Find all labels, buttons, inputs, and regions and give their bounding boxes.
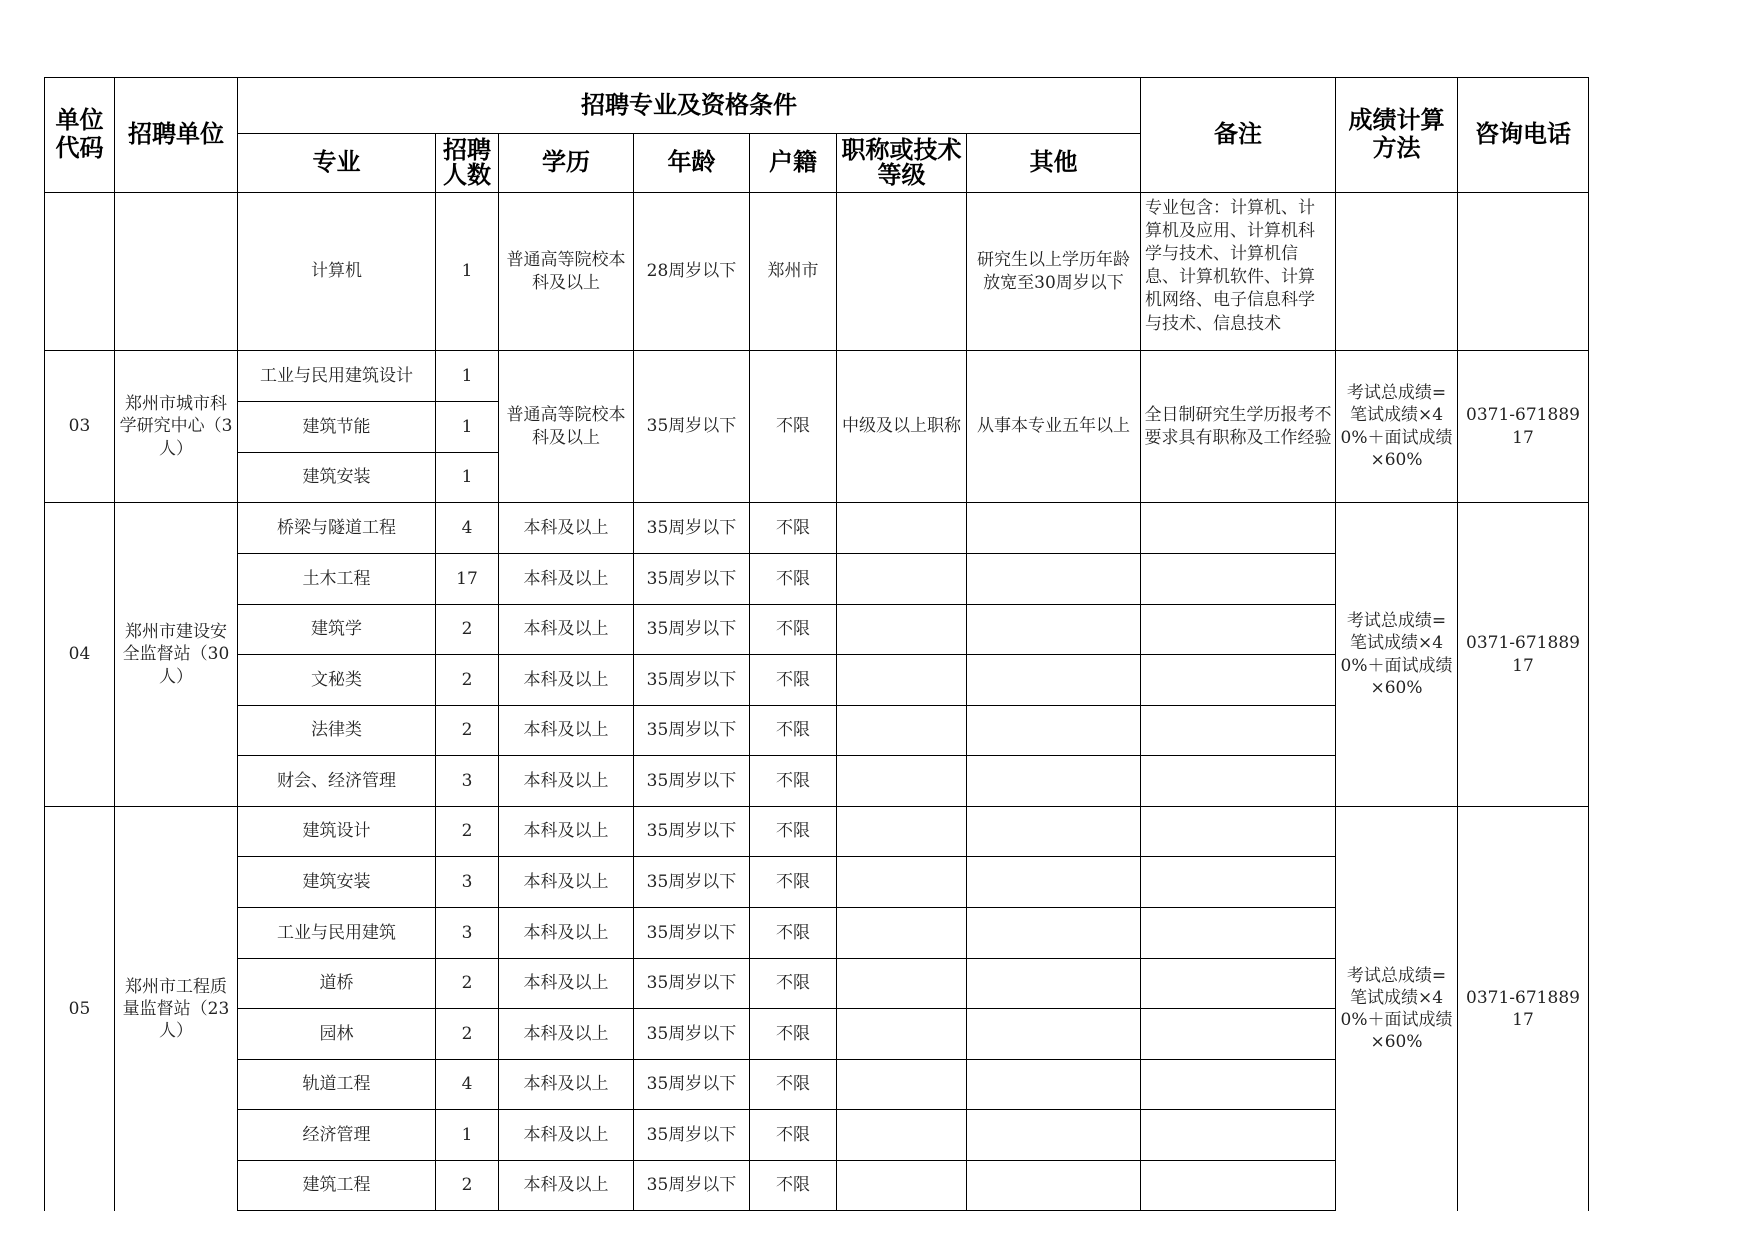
count-cell: 2: [436, 959, 499, 1009]
major-cell: 工业与民用建筑设计: [238, 351, 436, 402]
other-cell: [967, 655, 1141, 706]
header-remarks: 备注: [1141, 78, 1336, 193]
remarks-cell: [1141, 1110, 1336, 1161]
hukou-cell: 不限: [750, 1161, 837, 1211]
header-hukou: 户籍: [750, 134, 837, 193]
remarks-cell: [1141, 193, 1336, 351]
title-cell: [837, 193, 967, 351]
header-education: 学历: [499, 134, 634, 193]
unit-code-cell: 05: [45, 807, 115, 1211]
other-cell: [967, 706, 1141, 756]
major-cell: 桥梁与隧道工程: [238, 503, 436, 554]
count-cell: 1: [436, 193, 499, 351]
age-cell: 35周岁以下: [634, 1009, 750, 1060]
hukou-cell: 不限: [750, 959, 837, 1009]
hukou-cell: 不限: [750, 756, 837, 807]
major-cell: 建筑节能: [238, 402, 436, 453]
remarks-cell: [1141, 807, 1336, 857]
other-cell: [967, 503, 1141, 554]
hukou-cell: 不限: [750, 706, 837, 756]
major-cell: 财会、经济管理: [238, 756, 436, 807]
unit-name-cell: 郑州市工程质量监督站（23人）: [115, 807, 238, 1211]
major-cell: 建筑安装: [238, 857, 436, 908]
other-cell: [967, 959, 1141, 1009]
other-cell: 研究生以上学历年龄放宽至30周岁以下: [967, 193, 1141, 351]
education-cell: 本科及以上: [499, 1110, 634, 1161]
table-row: [45, 351, 1589, 402]
age-cell: 35周岁以下: [634, 1060, 750, 1110]
unit-code-cell: [45, 193, 115, 351]
score-method-cell: 考试总成绩=笔试成绩×40%＋面试成绩×60%: [1336, 807, 1458, 1211]
score-method-cell: 考试总成绩=笔试成绩×40%＋面试成绩×60%: [1336, 351, 1458, 503]
title-cell: [837, 959, 967, 1009]
education-cell: 本科及以上: [499, 706, 634, 756]
title-cell: [837, 908, 967, 959]
count-cell: 4: [436, 503, 499, 554]
education-cell: 本科及以上: [499, 1161, 634, 1211]
remarks-text: 专业包含：计算机、计算机及应用、计算机科学与技术、计算机信息、计算机软件、计算机网络、电子信息科学与技术、信息技术: [1145, 198, 1315, 334]
major-cell: 建筑设计: [238, 807, 436, 857]
title-cell: [837, 857, 967, 908]
unit-name-cell: 郑州市城市科学研究中心（3人）: [115, 351, 238, 503]
header-unit-code: 单位代码: [45, 78, 115, 193]
other-cell: [967, 1060, 1141, 1110]
hukou-cell: 不限: [750, 351, 837, 503]
count-cell: 3: [436, 857, 499, 908]
education-cell: 本科及以上: [499, 908, 634, 959]
title-cell: [837, 655, 967, 706]
title-cell: [837, 503, 967, 554]
education-cell: 普通高等院校本科及以上: [499, 193, 634, 351]
table-row: [45, 503, 1589, 554]
age-cell: 35周岁以下: [634, 807, 750, 857]
other-cell: [967, 605, 1141, 655]
unit-name-cell: [115, 193, 238, 351]
remarks-cell: [1141, 959, 1336, 1009]
age-cell: 35周岁以下: [634, 503, 750, 554]
title-cell: [837, 1110, 967, 1161]
age-cell: 35周岁以下: [634, 959, 750, 1009]
major-cell: 轨道工程: [238, 1060, 436, 1110]
major-cell: 计算机: [238, 193, 436, 351]
age-cell: 35周岁以下: [634, 605, 750, 655]
remarks-cell: [1141, 655, 1336, 706]
hukou-cell: 不限: [750, 554, 837, 605]
header-age: 年龄: [634, 134, 750, 193]
hukou-cell: 不限: [750, 605, 837, 655]
title-cell: [837, 605, 967, 655]
age-cell: 35周岁以下: [634, 756, 750, 807]
table-row: [45, 193, 1589, 351]
education-cell: 普通高等院校本科及以上: [499, 351, 634, 503]
remarks-cell: [1141, 756, 1336, 807]
education-cell: 本科及以上: [499, 857, 634, 908]
major-cell: 建筑工程: [238, 1161, 436, 1211]
education-cell: 本科及以上: [499, 959, 634, 1009]
header-unit: 招聘单位: [115, 78, 238, 193]
remarks-cell: [1141, 1161, 1336, 1211]
other-cell: [967, 807, 1141, 857]
header-row-1: [45, 78, 1589, 134]
other-cell: [967, 908, 1141, 959]
title-cell: [837, 1161, 967, 1211]
hukou-cell: 不限: [750, 1110, 837, 1161]
score-method-cell: 考试总成绩=笔试成绩×40%＋面试成绩×60%: [1336, 503, 1458, 807]
major-cell: 土木工程: [238, 554, 436, 605]
remarks-cell: [1141, 1009, 1336, 1060]
education-cell: 本科及以上: [499, 1060, 634, 1110]
count-cell: 17: [436, 554, 499, 605]
hukou-cell: 不限: [750, 807, 837, 857]
remarks-cell: [1141, 605, 1336, 655]
age-cell: 35周岁以下: [634, 1161, 750, 1211]
hukou-cell: 不限: [750, 503, 837, 554]
hukou-cell: 不限: [750, 857, 837, 908]
age-cell: 35周岁以下: [634, 554, 750, 605]
phone-cell: [1458, 193, 1589, 351]
education-cell: 本科及以上: [499, 756, 634, 807]
remarks-cell: [1141, 857, 1336, 908]
other-cell: 从事本专业五年以上: [967, 351, 1141, 503]
count-cell: 1: [436, 351, 499, 402]
title-cell: 中级及以上职称: [837, 351, 967, 503]
education-cell: 本科及以上: [499, 503, 634, 554]
age-cell: 35周岁以下: [634, 857, 750, 908]
count-cell: 2: [436, 706, 499, 756]
title-cell: [837, 756, 967, 807]
education-cell: 本科及以上: [499, 605, 634, 655]
header-phone: 咨询电话: [1458, 78, 1589, 193]
header-other: 其他: [967, 134, 1141, 193]
hukou-cell: 不限: [750, 908, 837, 959]
hukou-cell: 郑州市: [750, 193, 837, 351]
count-cell: 1: [436, 453, 499, 503]
unit-name-cell: 郑州市建设安全监督站（30人）: [115, 503, 238, 807]
title-cell: [837, 554, 967, 605]
score-method-cell: [1336, 193, 1458, 351]
age-cell: 35周岁以下: [634, 1110, 750, 1161]
count-cell: 2: [436, 655, 499, 706]
age-cell: 35周岁以下: [634, 655, 750, 706]
title-cell: [837, 1009, 967, 1060]
other-cell: [967, 1009, 1141, 1060]
remarks-cell: [1141, 1060, 1336, 1110]
other-cell: [967, 756, 1141, 807]
phone-cell: 0371-67188917: [1458, 351, 1589, 503]
header-count: 招聘人数: [436, 134, 499, 193]
hukou-cell: 不限: [750, 655, 837, 706]
title-cell: [837, 1060, 967, 1110]
header-title: 职称或技术等级: [837, 134, 967, 193]
header-score-method: 成绩计算方法: [1336, 78, 1458, 193]
count-cell: 3: [436, 756, 499, 807]
education-cell: 本科及以上: [499, 655, 634, 706]
age-cell: 35周岁以下: [634, 351, 750, 503]
count-cell: 4: [436, 1060, 499, 1110]
major-cell: 经济管理: [238, 1110, 436, 1161]
major-cell: 道桥: [238, 959, 436, 1009]
major-cell: 文秘类: [238, 655, 436, 706]
remarks-cell: [1141, 706, 1336, 756]
education-cell: 本科及以上: [499, 1009, 634, 1060]
major-cell: 建筑学: [238, 605, 436, 655]
header-major: 专业: [238, 134, 436, 193]
other-cell: [967, 1110, 1141, 1161]
major-cell: 法律类: [238, 706, 436, 756]
phone-cell: 0371-67188917: [1458, 503, 1589, 807]
education-cell: 本科及以上: [499, 554, 634, 605]
count-cell: 1: [436, 1110, 499, 1161]
unit-code-cell: 03: [45, 351, 115, 503]
age-cell: 35周岁以下: [634, 908, 750, 959]
other-cell: [967, 857, 1141, 908]
education-cell: 本科及以上: [499, 807, 634, 857]
header-major-conditions: 招聘专业及资格条件: [238, 78, 1141, 134]
hukou-cell: 不限: [750, 1009, 837, 1060]
remarks-cell: [1141, 554, 1336, 605]
major-cell: 建筑安装: [238, 453, 436, 503]
other-cell: [967, 1161, 1141, 1211]
remarks-cell: 全日制研究生学历报考不要求具有职称及工作经验: [1141, 351, 1336, 503]
age-cell: 35周岁以下: [634, 706, 750, 756]
remarks-cell: [1141, 908, 1336, 959]
recruitment-table: [44, 77, 1589, 1211]
other-cell: [967, 554, 1141, 605]
unit-code-cell: 04: [45, 503, 115, 807]
count-cell: 2: [436, 605, 499, 655]
count-cell: 3: [436, 908, 499, 959]
count-cell: 2: [436, 807, 499, 857]
hukou-cell: 不限: [750, 1060, 837, 1110]
remarks-cell: [1141, 503, 1336, 554]
title-cell: [837, 807, 967, 857]
table-row: [45, 807, 1589, 857]
major-cell: 园林: [238, 1009, 436, 1060]
count-cell: 1: [436, 402, 499, 453]
count-cell: 2: [436, 1161, 499, 1211]
major-cell: 工业与民用建筑: [238, 908, 436, 959]
phone-cell: 0371-67188917: [1458, 807, 1589, 1211]
title-cell: [837, 706, 967, 756]
count-cell: 2: [436, 1009, 499, 1060]
age-cell: 28周岁以下: [634, 193, 750, 351]
